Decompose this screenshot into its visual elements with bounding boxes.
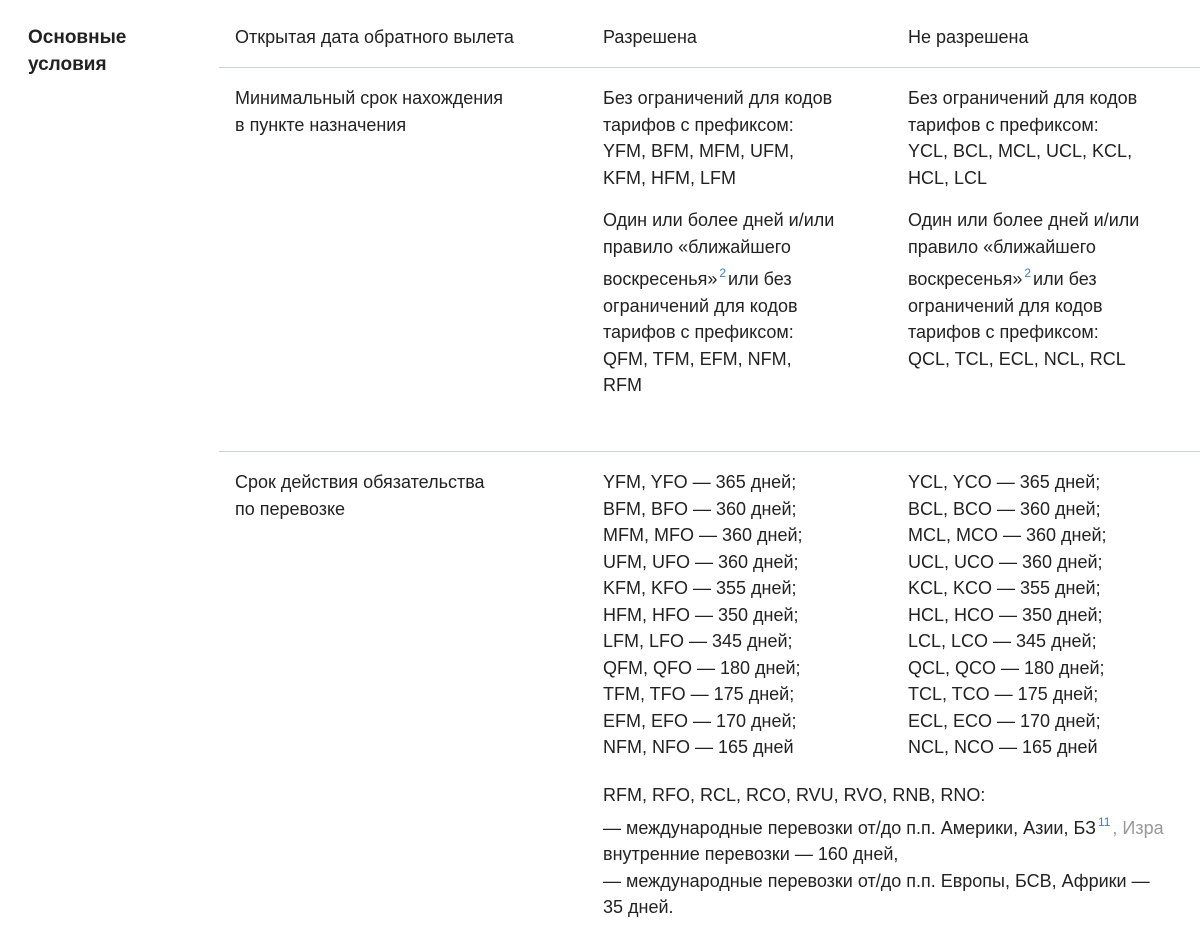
list-item: HFM, HFO — 350 дней;	[603, 604, 799, 625]
header-allowed: Разрешена	[603, 27, 697, 47]
text-line: HCL, LCL	[908, 167, 988, 188]
list-item: LFM, LFO — 345 дней;	[603, 631, 793, 651]
text-line	[603, 260, 834, 293]
footnote-link[interactable]: 2	[719, 266, 727, 280]
header-open-return-date: Открытая дата обратного вылета	[235, 27, 514, 47]
list-item: UCL, UCO — 360 дней;	[908, 551, 1103, 572]
text-line: QFM, TFM, EFM, NFM,	[603, 348, 792, 369]
table-row-min-stay	[219, 68, 1200, 452]
text-fragment: или без	[1033, 269, 1097, 289]
footnote-link[interactable]: 2	[1024, 266, 1032, 280]
text-line: Без ограничений для кодов	[908, 88, 1138, 108]
min-stay-not-allowed-p2	[908, 207, 1139, 372]
list-item: NFM, NFO — 165 дней	[603, 737, 794, 757]
text-line: тарифов с префиксом:	[908, 114, 1099, 135]
text-line: правило «ближайшего	[908, 236, 1096, 257]
table-header-row	[219, 0, 1200, 68]
label-line: Срок действия обязательства	[235, 472, 485, 492]
list-item: MFM, MFO — 360 дней;	[603, 525, 803, 545]
list-item: BCL, BCO — 360 дней;	[908, 498, 1101, 519]
text-fragment: воскресенья»	[603, 269, 718, 289]
text-line: тарифов с префиксом:	[908, 322, 1099, 342]
list-item: UFM, UFO — 360 дней;	[603, 551, 799, 572]
text-line: Один или более дней и/или	[908, 210, 1140, 230]
conditions-table	[219, 0, 1200, 942]
list-item: QCL, QCO — 180 дней;	[908, 657, 1105, 678]
text-line: KFM, HFM, LFM	[603, 167, 736, 188]
validity-allowed-list	[603, 469, 803, 761]
table-row-validity	[219, 452, 1200, 942]
text-line: YFM, BFM, MFM, UFM,	[603, 141, 794, 161]
text-line: ограничений для кодов	[603, 295, 798, 316]
text-line: правило «ближайшего	[603, 236, 791, 257]
text-line: тарифов с префиксом:	[603, 322, 794, 342]
list-item: TFM, TFO — 175 дней;	[603, 684, 795, 704]
min-stay-label	[235, 85, 503, 138]
min-stay-not-allowed	[908, 85, 1139, 388]
validity-label	[235, 469, 485, 522]
list-item: LCL, LCO — 345 дней;	[908, 631, 1097, 651]
list-item: TCL, TCO — 175 дней;	[908, 684, 1099, 704]
list-item: KCL, KCO — 355 дней;	[908, 578, 1101, 598]
text-line: YCL, BCL, MCL, UCL, KCL,	[908, 141, 1133, 161]
text-line: QCL, TCL, ECL, NCL, RCL	[908, 348, 1126, 369]
list-item: NCL, NCO — 165 дней	[908, 737, 1098, 757]
text-line: Без ограничений для кодов	[603, 88, 833, 108]
list-item: BFM, BFO — 360 дней;	[603, 498, 797, 519]
list-item: HCL, HCO — 350 дней;	[908, 604, 1103, 625]
list-item: YCL, YCO — 365 дней;	[908, 472, 1101, 492]
text-fragment: , Изра	[1112, 817, 1164, 838]
min-stay-not-allowed-p1	[908, 85, 1139, 191]
section-title-line: Основные	[28, 27, 127, 48]
list-item: MCL, MCO — 360 дней;	[908, 525, 1107, 545]
label-line: в пункте назначения	[235, 114, 407, 135]
note-line: внутренние перевозки — 160 дней,	[603, 844, 899, 864]
text-fragment: — международные перевозки от/до п.п. Америки, Азии, БЗ	[603, 817, 1096, 838]
text-line: Один или более дней и/или	[603, 210, 835, 230]
min-stay-allowed	[603, 85, 834, 415]
section-title	[28, 24, 168, 78]
list-item: ECL, ECO — 170 дней;	[908, 710, 1101, 731]
validity-note	[603, 782, 1164, 921]
list-item: EFM, EFO — 170 дней;	[603, 710, 797, 731]
list-item: QFM, QFO — 180 дней;	[603, 657, 801, 678]
section-title-line: условия	[28, 54, 107, 75]
label-line: по перевозке	[235, 498, 346, 519]
note-line: — международные перевозки от/до п.п. Европы, БСВ, Африки —	[603, 870, 1150, 891]
min-stay-allowed-p2	[603, 207, 834, 399]
label-line: Минимальный срок нахождения	[235, 88, 503, 108]
text-fragment: или без	[728, 269, 792, 289]
list-item: YFM, YFO — 365 дней;	[603, 472, 797, 492]
header-not-allowed: Не разрешена	[908, 27, 1029, 47]
note-line: 35 дней.	[603, 897, 674, 917]
text-fragment: воскресенья»	[908, 269, 1023, 289]
validity-not-allowed-list	[908, 469, 1107, 761]
text-line: ограничений для кодов	[908, 295, 1103, 316]
text-line: тарифов с префиксом:	[603, 114, 794, 135]
note-line	[603, 809, 1164, 842]
note-line: RFM, RFO, RCL, RCO, RVU, RVO, RNB, RNO:	[603, 785, 986, 805]
text-line: RFM	[603, 375, 642, 395]
list-item: KFM, KFO — 355 дней;	[603, 578, 797, 598]
footnote-link[interactable]: 11	[1097, 814, 1111, 829]
min-stay-allowed-p1	[603, 85, 834, 191]
text-line	[908, 260, 1139, 293]
